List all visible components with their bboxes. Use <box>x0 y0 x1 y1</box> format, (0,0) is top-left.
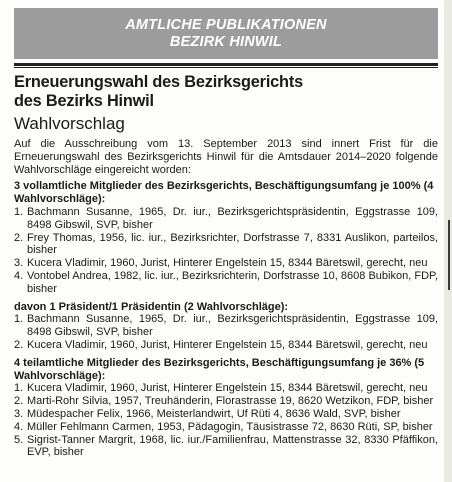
title-line-1: Erneuerungswahl des Bezirksgerichts <box>14 72 303 91</box>
list-item <box>14 206 438 232</box>
item-text: Marti-Rohr Silvia, 1957, Treuhänderin, Florastrasse 19, 8620 Wetzikon, FDP, bisher <box>27 395 434 408</box>
title-line-2: des Bezirks Hinwil <box>14 91 154 110</box>
item-text: Müller Fehlmann Carmen, 1953, Pädagogin, Täusistrasse 72, 8630 Rüti, SP, bisher <box>27 420 433 433</box>
section-heading: 4 teilamtliche Mitglieder des Bezirksgerichts, Beschäftigungsumfang je 36% (5 Wahlvorschläge): <box>14 356 425 382</box>
article-subtitle: Wahlvorschlag <box>14 114 125 133</box>
item-number: 2. <box>14 338 24 351</box>
list-item <box>14 382 438 395</box>
list-item <box>14 313 438 339</box>
candidate-list <box>14 313 438 351</box>
divider-thick <box>14 63 438 66</box>
intro-paragraph: Auf die Ausschreibung vom 13. September 2013 sind innert Frist für die Erneuerungswahl des Bezirksgerichts Hinwil für die Amtsdauer 2014–2020 folgende Wahlvorschläge eingereicht worden: <box>14 138 438 176</box>
article-title <box>14 72 421 110</box>
section-part-time <box>14 357 438 459</box>
banner-line-1: AMTLICHE PUBLIKATIONEN <box>125 17 327 33</box>
article-body <box>14 138 438 464</box>
item-text: Frey Thomas, 1956, lic. iur., Bezirksrichter, Dorfstrasse 7, 8331 Auslikon, parteilos, bisher <box>27 231 438 257</box>
item-number: 1. <box>14 205 24 218</box>
item-number: 2. <box>14 231 24 244</box>
item-number: 3. <box>14 407 24 420</box>
item-number: 2. <box>14 395 24 408</box>
candidate-list <box>14 382 438 459</box>
list-item <box>14 408 438 421</box>
divider-thin <box>14 67 438 68</box>
item-text: Bachmann Susanne, 1965, Dr. iur., Bezirksgerichtspräsidentin, Eggstrasse 109, 8498 Gibswil, SVP, bisher <box>27 205 438 231</box>
list-item <box>14 395 438 408</box>
item-number: 4. <box>14 269 24 282</box>
item-number: 5. <box>14 433 24 446</box>
item-number: 1. <box>14 313 24 326</box>
list-item <box>14 270 438 296</box>
section-president <box>14 301 438 352</box>
list-item <box>14 232 438 258</box>
item-number: 1. <box>14 382 24 395</box>
item-text: Vontobel Andrea, 1982, lic. iur., Bezirksrichterin, Dorfstrasse 10, 8608 Bubikon, FDP, bisher <box>27 269 438 295</box>
candidate-list <box>14 206 438 296</box>
section-banner <box>14 8 438 59</box>
item-number: 3. <box>14 257 24 270</box>
list-item <box>14 434 438 460</box>
list-item <box>14 421 438 434</box>
section-heading: davon 1 Präsident/1 Präsidentin (2 Wahlvorschläge): <box>14 300 289 313</box>
list-item <box>14 339 438 352</box>
item-text: Müdespacher Felix, 1966, Meisterlandwirt, Uf Rüti 4, 8636 Wald, SVP, bisher <box>27 407 401 420</box>
item-text: Bachmann Susanne, 1965, Dr. iur., Bezirksgerichtspräsidentin, Eggstrasse 109, 8498 Gibswil, SVP, bisher <box>27 313 438 339</box>
list-item <box>14 257 438 270</box>
banner-line-2: BEZIRK HINWIL <box>169 34 283 50</box>
item-text: Kucera Vladimir, 1960, Jurist, Hinterer Engelstein 15, 8344 Bäretswil, gerecht, neu <box>27 338 428 351</box>
item-text: Kucera Vladimir, 1960, Jurist, Hinterer Engelstein 15, 8344 Bäretswil, gerecht, neu <box>27 257 428 270</box>
item-text: Sigrist-Tanner Margrit, 1968, lic. iur./Familienfrau, Mattenstrasse 32, 8330 Pfäffikon, EVP, bisher <box>27 433 438 459</box>
item-number: 4. <box>14 420 24 433</box>
section-heading: 3 vollamtliche Mitglieder des Bezirksgerichts, Beschäftigungsumfang je 100% (4 Wahlvorschläge): <box>14 180 434 206</box>
item-text: Kucera Vladimir, 1960, Jurist, Hinterer Engelstein 15, 8344 Bäretswil, gerecht, neu <box>27 382 428 395</box>
page-edge-mark <box>448 220 450 290</box>
section-full-time <box>14 180 438 295</box>
